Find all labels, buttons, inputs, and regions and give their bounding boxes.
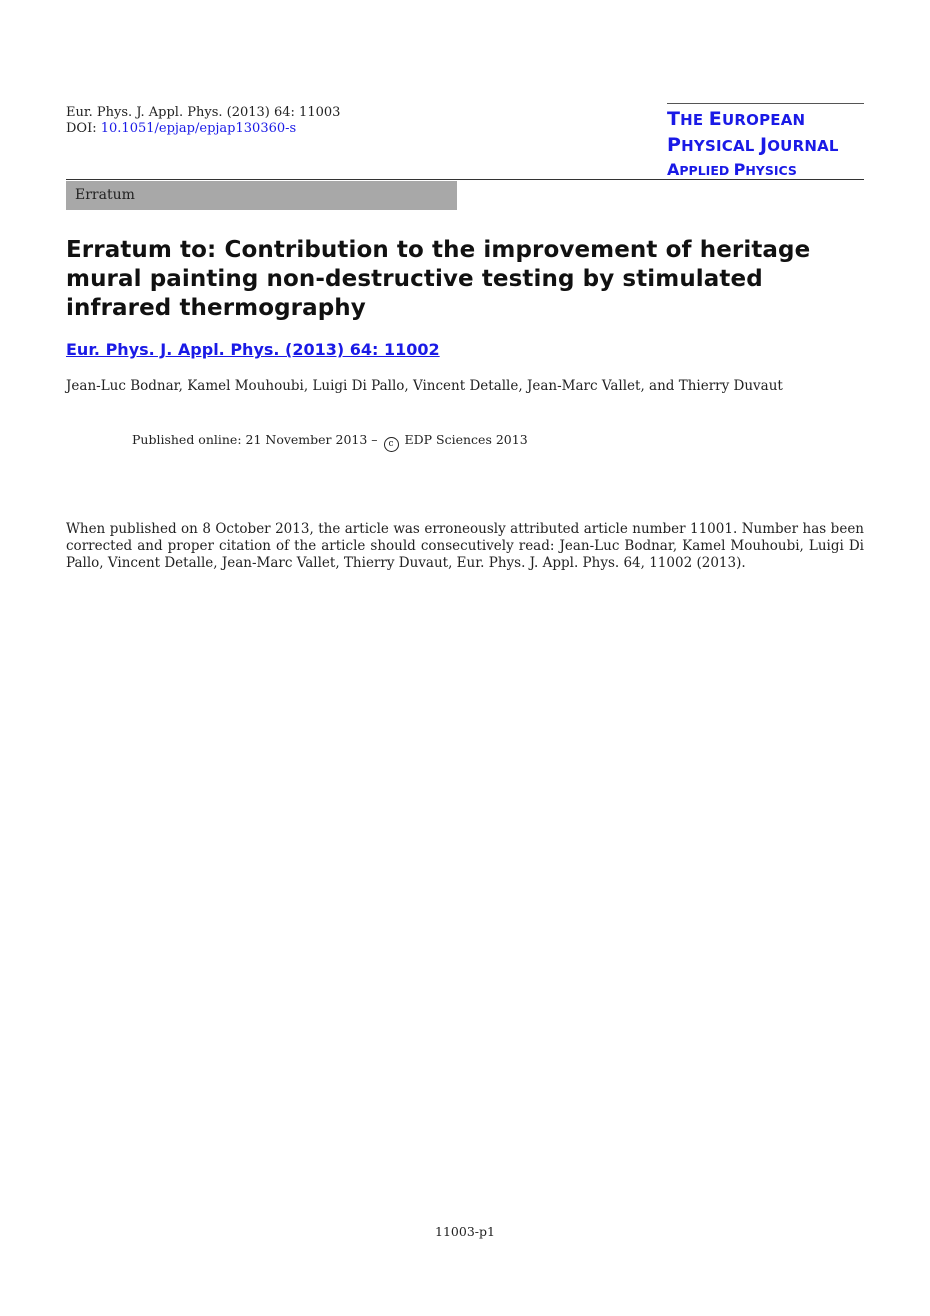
- doi-link[interactable]: 10.1051/epjap/epjap130360-s: [100, 121, 297, 136]
- erratum-body: When published on 8 October 2013, the article was erroneously attributed article number 11001. Number has been corrected and proper citation of the article should consecutively read: Jean-Luc Bodnar, Kamel Mouhoubi, Luigi Di Pallo, Vincent Detalle, Jean-Marc Vallet, Thierry Duvaut, Eur. Phys. J. Appl. Phys. 64, 11002 (2013).: [66, 521, 864, 571]
- author-list: Jean-Luc Bodnar, Kamel Mouhoubi, Luigi Di Pallo, Vincent Detalle, Jean-Marc Vallet, and Thierry Duvaut: [66, 378, 783, 394]
- journal-logo[interactable]: [667, 103, 864, 182]
- logo-line-2: PHYSICAL JOURNAL: [667, 134, 839, 156]
- header-citation: [66, 105, 340, 121]
- published-date: Published online: 21 November 2013 –: [132, 432, 378, 447]
- publication-info: [132, 432, 528, 452]
- copyright-icon: c: [384, 437, 399, 452]
- logo-line-3: APPLIED PHYSICS: [667, 160, 797, 179]
- logo-line-1: THE EUROPEAN: [667, 108, 806, 130]
- page-number: 11003-p1: [435, 1224, 495, 1239]
- doi-label: DOI:: [66, 121, 97, 136]
- original-article-link[interactable]: Eur. Phys. J. Appl. Phys. (2013) 64: 11002: [66, 340, 440, 359]
- category-bar: [66, 181, 457, 210]
- citation-text: Eur. Phys. J. Appl. Phys. (2013) 64: 11003: [66, 105, 341, 120]
- category-label: Erratum: [75, 187, 135, 203]
- header-doi: [66, 121, 296, 137]
- header-divider: [66, 179, 864, 180]
- publisher: EDP Sciences 2013: [404, 432, 528, 447]
- article-title: Erratum to: Contribution to the improvement of heritage mural painting non-destructive testing by stimulated infrared thermography: [66, 237, 811, 321]
